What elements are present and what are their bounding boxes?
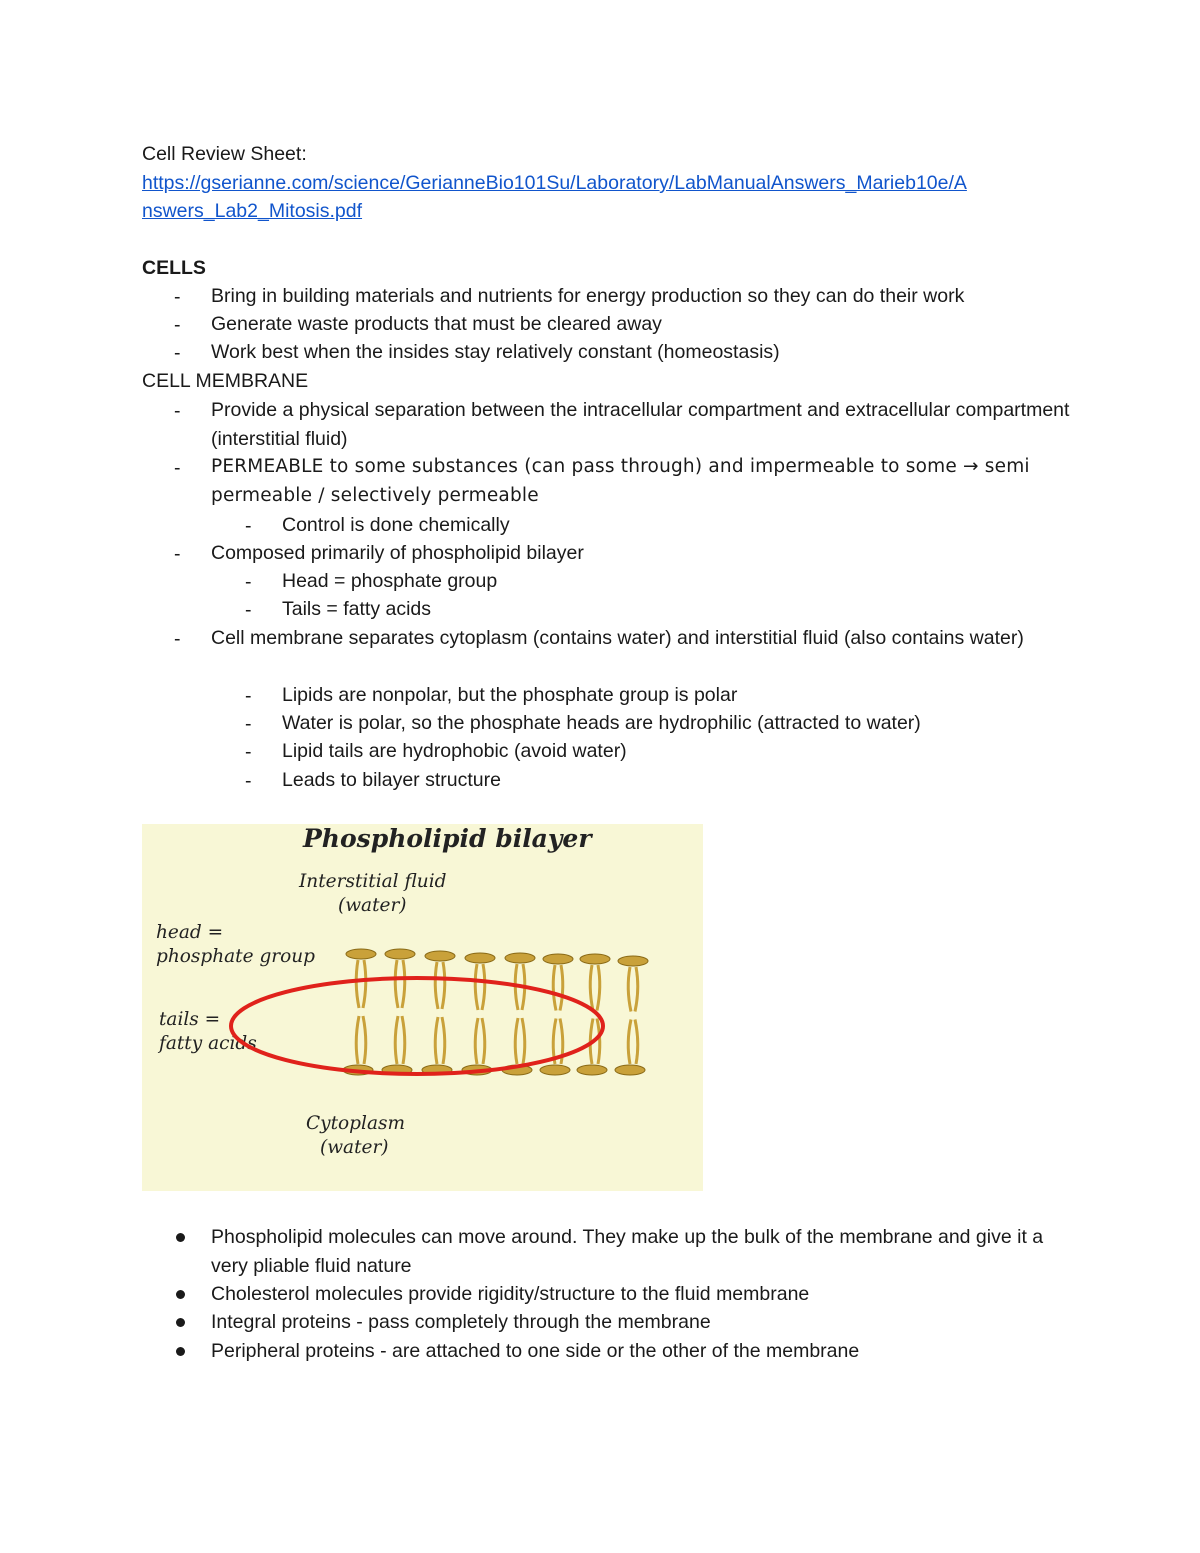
tails-label: tails = xyxy=(159,1009,221,1030)
phosphate-head xyxy=(465,953,495,963)
bullet-dot xyxy=(176,1347,185,1356)
cells-item-3: Work best when the insides stay relatively constant (homeostasis) xyxy=(211,341,780,363)
dash-marker: - xyxy=(245,741,252,763)
dash-marker: - xyxy=(245,713,252,735)
membrane-item-2-sub: Control is done chemically xyxy=(282,514,510,536)
interstitial-fluid-label: Interstitial fluid xyxy=(299,871,447,892)
source-link-line-2[interactable]: nswers_Lab2_Mitosis.pdf xyxy=(142,200,363,222)
dash-marker: - xyxy=(174,342,181,364)
membrane-item-3-sub-2: Tails = fatty acids xyxy=(282,598,432,620)
phosphate-head xyxy=(543,954,573,964)
phosphate-group-label: phosphate group xyxy=(156,946,316,967)
dash-marker: - xyxy=(245,685,252,707)
phosphate-head xyxy=(425,951,455,961)
phosphate-head xyxy=(577,1065,607,1075)
membrane-item-4-sub-4: Leads to bilayer structure xyxy=(282,769,501,791)
membrane-item-4-sub-1: Lipids are nonpolar, but the phosphate group is polar xyxy=(282,684,738,706)
bilayer-diagram xyxy=(142,824,703,1191)
dash-marker: - xyxy=(245,770,252,792)
document-title: Cell Review Sheet: xyxy=(142,143,307,165)
membrane-item-1: Provide a physical separation between the intracellular compartment and extracellular compartment (interstitial fluid) xyxy=(211,399,1070,450)
dash-marker: - xyxy=(174,457,181,479)
bullet-item-2: Cholesterol molecules provide rigidity/structure to the fluid membrane xyxy=(211,1283,810,1305)
phosphate-head xyxy=(540,1065,570,1075)
bullet-dot xyxy=(176,1318,185,1327)
dash-marker: - xyxy=(174,543,181,565)
membrane-item-2: PERMEABLE to some substances (can pass through) and impermeable to some → semi permeable / selectively permeable xyxy=(211,456,1030,506)
phospholipid-bilayer-figure xyxy=(142,824,703,1191)
phosphate-head xyxy=(618,956,648,966)
dash-marker: - xyxy=(245,571,252,593)
bullet-item-1: Phospholipid molecules can move around. They make up the bulk of the membrane and give it a very pliable fluid nature xyxy=(211,1226,1044,1277)
phosphate-head xyxy=(505,953,535,963)
cells-item-1: Bring in building materials and nutrients for energy production so they can do their work xyxy=(211,285,965,307)
source-link-line-1[interactable]: https://gserianne.com/science/GerianneBio101Su/Laboratory/LabManualAnswers_Marieb10e/A xyxy=(142,172,967,194)
phosphate-head xyxy=(385,949,415,959)
membrane-heading: CELL MEMBRANE xyxy=(142,370,309,392)
membrane-item-4-sub-3: Lipid tails are hydrophobic (avoid water) xyxy=(282,740,627,762)
dash-marker: - xyxy=(174,628,181,650)
cytoplasm-label: Cytoplasm xyxy=(306,1113,406,1134)
cells-heading: CELLS xyxy=(142,257,206,279)
bullet-dot xyxy=(176,1290,185,1299)
phosphate-head xyxy=(615,1065,645,1075)
dash-marker: - xyxy=(174,286,181,308)
membrane-item-4-sub-2: Water is polar, so the phosphate heads are hydrophilic (attracted to water) xyxy=(282,712,921,734)
membrane-item-4: Cell membrane separates cytoplasm (contains water) and interstitial fluid (also contains water) xyxy=(211,627,1024,649)
dash-marker: - xyxy=(245,599,252,621)
dash-marker: - xyxy=(245,515,252,537)
fatty-acids-label: fatty acids xyxy=(159,1033,257,1054)
phosphate-head xyxy=(580,954,610,964)
head-label: head = xyxy=(156,922,224,943)
dash-marker: - xyxy=(174,314,181,336)
membrane-item-3: Composed primarily of phospholipid bilayer xyxy=(211,542,584,564)
figure-title: Phospholipid bilayer xyxy=(303,824,592,853)
dash-marker: - xyxy=(174,400,181,422)
bullet-dot xyxy=(176,1233,185,1242)
cells-item-2: Generate waste products that must be cleared away xyxy=(211,313,662,335)
interstitial-water-label: (water) xyxy=(338,895,407,916)
bullet-item-4: Peripheral proteins - are attached to one side or the other of the membrane xyxy=(211,1340,860,1362)
phosphate-head xyxy=(346,949,376,959)
cytoplasm-water-label: (water) xyxy=(320,1137,389,1158)
membrane-item-3-sub-1: Head = phosphate group xyxy=(282,570,498,592)
bullet-item-3: Integral proteins - pass completely through the membrane xyxy=(211,1311,711,1333)
